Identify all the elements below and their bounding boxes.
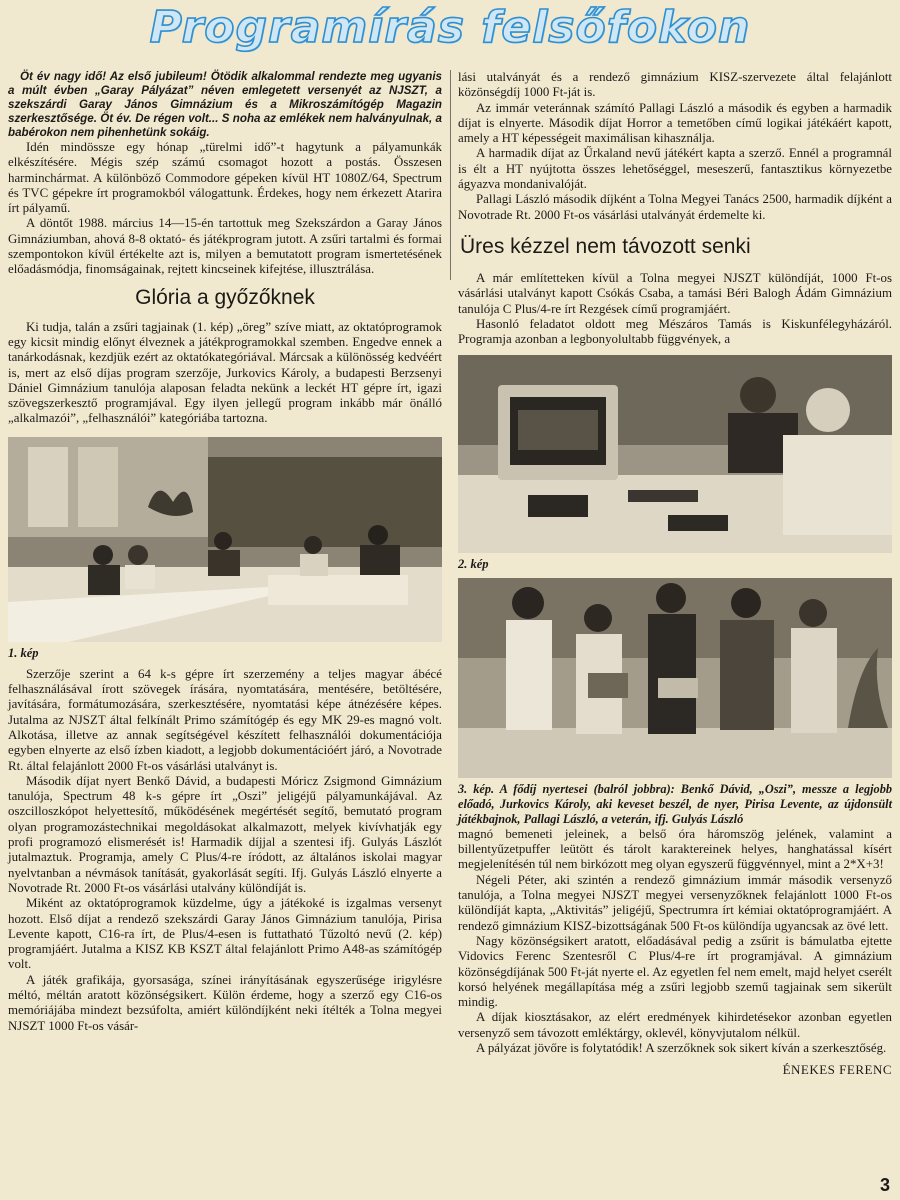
right-bottom-paragraph-3: A díjak kiosztásakor, az elért eredmények kihirdetésekor azonban egyetlen versenyző sem távozott emléktárgy, oklevél, könyvjutalom nélkül. [458,1010,892,1040]
photo-1-caption: 1. kép [8,645,39,660]
lead-paragraph: Öt év nagy idő! Az első jubileum! Ötödik alkalommal rendezte meg ugyanis a múlt évben „Garay Pályázat” néven emlegetett versenyét az NJSZT, a szekszárdi Garay János Gimnázium és a Mikroszámítógép Magazin szerkesztősége. Öt év. De régen volt... S noha az emlékek nem halványulnak, a babérokon nem pihenhetünk sokáig. [8,70,442,139]
right-paragraph-1: lási utalványát és a rendező gimnázium KISZ-szervezete által felajánlott közönségdíj 1000 Ft-ját is. [458,70,892,100]
photo-2-caption: 2. kép [458,557,489,572]
section1b-paragraph-1: Szerzője szerint a 64 k-s gépre írt szerzemény a teljes magyar ábécé felhasználásával írott szövegek írására, nyomtatására, mentésére, betöltésére, javítására, formátumozására, szerkesztésére, nyomtatási képe átnézésére képes. Jutalma az NJSZT által felkínált Primo számítógép és egy MK 29-es magnó volt. Alkotása, illetve az annak segítségével készített felhasználói dokumentációja egyben elnyerte az első ízben kiadott, a legjobb dokumentációért járó, a Novotrade Rt. által felajánlott 2000 Ft-os vásárlási utalványt is. [8,666,442,773]
intro-paragraph-1: Idén mindössze egy hónap „türelmi idő”-t hagytunk a pályamunkák elkészítésére. Mégis szép számú csomagot hozott a postás. Összesen harminchármat. A különböző Commodore gépeken kívül HT 1080Z/64, Spectrum és TVC gépekre írt programokból válogattunk. Érdekes, hogy nem érkezett Atarira írt pályamű. [8,140,442,216]
section-heading-gloria: Glória a győzőknek [135,285,315,309]
right-bottom-paragraph-1: Négeli Péter, aki szintén a rendező gimnázium immár második versenyző tanulója, a Tolna megyei NJSZT megyei versenyzőknek felajánlott 1000 Ft-os különdíját kapta, „Aktivitás” jeligéjű, Spectrumra írt kémiai oktatóprogramjáért. A rendező gimnázium KISZ-bizottságának 500 Ft-os különdíja ugyancsak az övé lett. [458,872,892,933]
right-bottom-paragraph-4: A pályázat jövőre is folytatódik! A szerzőknek sok sikert kíván a szerkesztőség. [476,1041,887,1055]
page-number: 3 [879,1175,890,1195]
intro-paragraph-2: A döntőt 1988. március 14—15-én tartottuk meg Szekszárdon a Garay János Gimnáziumban, ahová 8-8 oktató- és játékprogram jutott. A zsűri tartalmi és formai szempontokon kívül értékelte azt is, milyen a bemutatott program ismertetésének előadásmódja, finomságainak, rejtett kincseinek kifejtése, illusztrálása. [8,216,442,277]
section1b-paragraph-3: Miként az oktatóprogramok küzdelme, úgy a játékoké is izgalmas versenyt hozott. Első díjat a rendező szekszárdi Garay János Gimnázium tanulója, Pirisa Levente kapott, C16-ra írt, de Plus/4-esen is futtatható Tűzoltó nevű (2. kép) programjáért. Jutalma a KISZ KB KSZT által felajánlott Primo A48-as számítógép volt. [8,896,442,972]
column-rule [450,70,451,280]
photo-3-caption: 3. kép. A fődíj nyertesei (balról jobbra): Benkő Dávid, „Oszi”, messze a legjobb előadó, Jurkovics Károly, aki keveset beszél, de nyer, Pirisa Levente, az újdonsült játékbajnok, Pallagi László, a veterán, ifj. Gulyás László [458,782,892,827]
section1-paragraph-1: Ki tudja, talán a zsűri tagjainak (1. kép) „öreg” szíve miatt, az oktatóprogramok egy kicsit mindig előnyt élveznek a játékprogramokkal szemben. Engedve ennek a tanárkodásnak, kezdjük ezért az oktatókategóriával. Márcsak a különösség kedvéért is, mert az első díjas program szerzője, Jurkovics Károly, a budapesti Berzsenyi Dániel Gimnázium tanulója alaposan feladta nekünk a leckét HT gépre írt, igazi szövegszerkesztő programjával. Egy ilyen jellegű program inkább már önálló „alkalmazói”, „felhasználói” kategóriába tartozna. [8,319,442,426]
section-heading-ures-kezzel: Üres kézzel nem távozott senki [460,234,751,258]
article-title: Programírás felsőfokon [149,2,751,53]
section2-paragraph-1: A már említetteken kívül a Tolna megyei NJSZT különdíját, 1000 Ft-os vásárlási utalványt kapott Csókás Csaba, a tamási Béri Balogh Ádám Gimnázium tanulója C Plus/4-re írt Rezgések című programjáért. [458,270,892,316]
right-paragraph-4: Pallagi László második díjként a Tolna Megyei Tanács 2500, harmadik díjként a Novotrade Rt. 2000 Ft-os vásárlási utalványát érdemelte ki. [458,192,892,222]
right-column [458,70,892,1078]
right-paragraph-2: Az immár veteránnak számító Pallagi László a második és egyben a harmadik díjat is elnyerte. Második díjat Horror a temetőben című logikai játékáért kapott, amely a HT képességeit maximálisan kihasználja. [458,100,892,146]
section2-paragraph-2: Hasonló feladatot oldott meg Mészáros Tamás is Kiskunfélegyházáról. Programja azonban a legbonyolultabb függvények, a [458,316,892,347]
photo-2-computer [458,355,892,553]
right-paragraph-3: A harmadik díjat az Űrkaland nevű játékért kapta a szerző. Ennél a programnál is élt a HT nyújtotta összes lehetőséggel, meseszerű, fantasztikus környezetbe ágyazva mondanivalóját. [458,146,892,192]
author-signature: ÉNEKES FERENC [782,1062,892,1078]
right-bottom-paragraph-2: Nagy közönségsikert aratott, előadásával pedig a zsűrit is bámulatba ejtette Vidovics Ferenc Szentesről C Plus/4-re írt programjával. A gimnázium közönségdíjának 500 Ft-ját nyerte el. Az egyetlen fel nem emelt, majd helyet cserélt korsó helyének megállapítása még a zsűri legjobb szemű tagjainak sem sikerült mindig. [458,933,892,1010]
left-column [8,70,442,1034]
section1b-paragraph-4: A játék grafikája, gyorsasága, színei irányításának egyszerűsége irigylésre méltó, méltán aratott közönségsikert. Külön érdeme, hogy a szerző egy C16-os memóriájába mindezt bezsúfolta, amiért különdíjként neki ítélték a Tolna megyei NJSZT 1000 Ft-os vásár- [8,972,442,1033]
right-bottom-paragraph-0: magnó bemeneti jeleinek, a belső óra háromszög jelének, valamint a billentyűzetpuffer leütött és tárolt karaktereinek helyes, hanghatással kísért megjelenítésén túl nem birkózott meg olyan egyszerű függvénnyel, mint a 2*X+3! [458,826,892,872]
section1b-paragraph-2: Második díjat nyert Benkő Dávid, a budapesti Móricz Zsigmond Gimnázium tanulója, Spectrum 48 k-s gépre írt „Oszi” jeligéjű pályamunkájával. Az oszcilloszkópot helyettesítő, működésének megértését segítő, bemutató program olyan programozástechnikai megoldásokat alkalmazott, melyek kivívhatják egy profi programozó elismerését is! Harmadik díjjal a szentesi ifj. Gulyás Lászlót jutalmaztuk. Programja, amely C Plus/4-re íródott, az általános iskolai magyar nyelvtanban a névmások tanítását, gyakorlását segíti. Ifj. Gulyás László elnyerte a Novotrade Rt. 2000 Ft-os vásárlási utalvány különdíját is. [8,773,442,895]
photo-3-winners [458,578,892,778]
photo-1-jury [8,437,442,642]
